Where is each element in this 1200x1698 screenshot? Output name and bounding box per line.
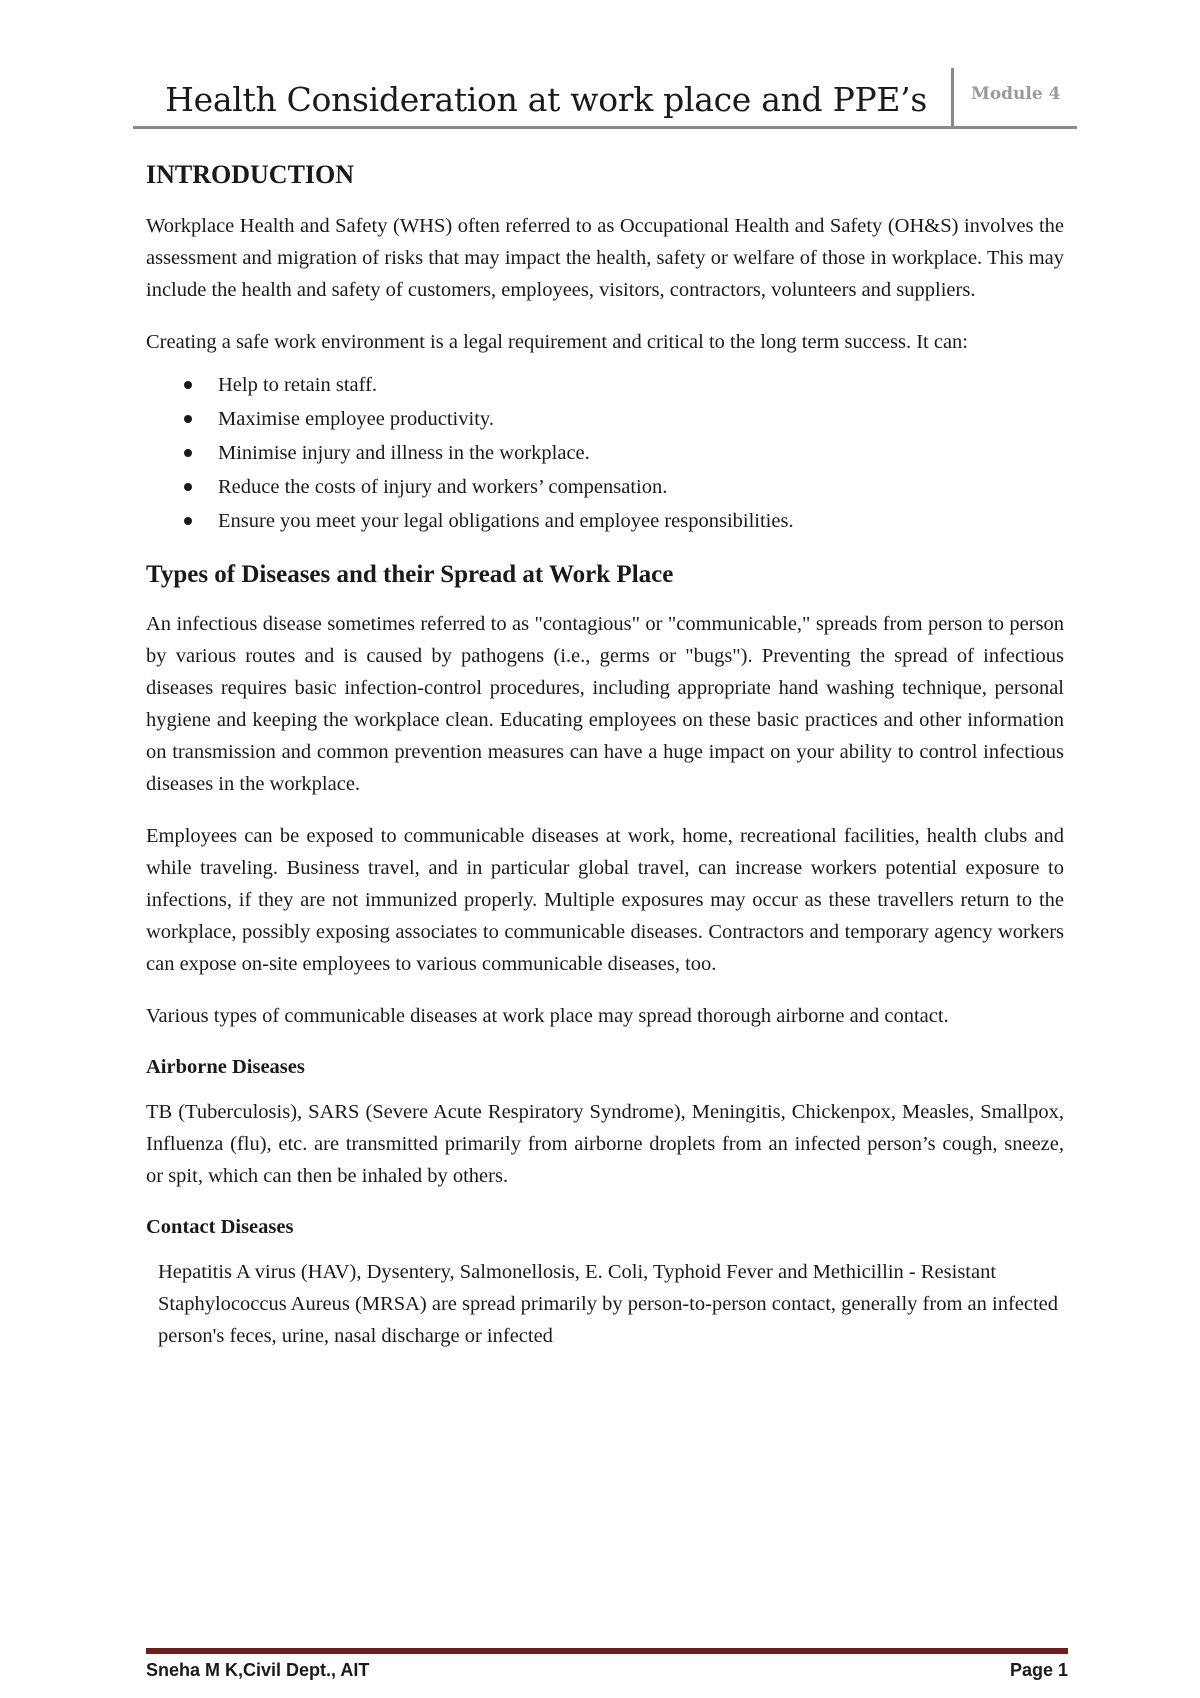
list-item-text: Help to retain staff. (218, 374, 378, 396)
types-paragraph-2: Employees can be exposed to communicable diseases at work, home, recreational facilities, health clubs and while traveling. Business travel, and in particular global travel, can increase workers potential exposure to infections, if they are not immunized properly. Multiple exposures may occur as these travellers return to the workplace, possibly exposing associates to communicable diseases. Contractors and temporary agency workers can expose on-site employees to various communicable diseases, too. (146, 825, 1064, 975)
types-paragraph-3: Various types of communicable diseases at work place may spread thorough airborne and contact. (146, 1005, 949, 1027)
list-item (184, 436, 1064, 470)
airborne-paragraph: TB (Tuberculosis), SARS (Severe Acute Respiratory Syndrome), Meningitis, Chickenpox, Measles, Smallpox, Influenza (flu), etc. are transmitted primarily from airborne droplets from an infected person’s cough, sneeze, or spit, which can then be inhaled by others. (146, 1101, 1064, 1187)
benefits-list (146, 368, 1064, 538)
header-title: Health Consideration at work place and PPE’s (165, 80, 927, 119)
footer-page-number: Page 1 (1009, 1660, 1068, 1680)
types-heading: Types of Diseases and their Spread at Work Place (146, 561, 674, 588)
contact-heading: Contact Diseases (146, 1216, 294, 1238)
header-rule (133, 126, 1077, 129)
list-item-text: Minimise injury and illness in the workplace. (218, 442, 590, 464)
intro-paragraph-2: Creating a safe work environment is a legal requirement and critical to the long term success. It can: (146, 331, 968, 353)
footer-rule (146, 1648, 1068, 1654)
footer-author: Sneha M K,Civil Dept., AIT (146, 1660, 370, 1680)
page-content (146, 158, 1064, 1372)
bullet-icon (184, 449, 192, 457)
list-item-text: Reduce the costs of injury and workers’ compensation. (218, 476, 668, 498)
bullet-icon (184, 381, 192, 389)
types-paragraph-1: An infectious disease sometimes referred to as "contagious" or "communicable," spreads from person to person by various routes and is caused by pathogens (i.e., germs or "bugs"). Preventing the spread of infectious diseases requires basic infection-control procedures, including appropriate hand washing technique, personal hygiene and keeping the workplace clean. Educating employees on these basic practices and other information on transmission and common prevention measures can have a huge impact on your ability to control infectious diseases in the workplace. (146, 613, 1064, 795)
list-item (184, 402, 1064, 436)
airborne-heading: Airborne Diseases (146, 1056, 305, 1078)
list-item-text: Maximise employee productivity. (218, 408, 494, 430)
contact-paragraph: Hepatitis A virus (HAV), Dysentery, Salmonellosis, E. Coli, Typhoid Fever and Methicillin - Resistant Staphylococcus Aureus (MRSA) are spread primarily by person-to-person contact, generally from an infected person's feces, urine, nasal discharge or infected (158, 1261, 1059, 1347)
list-item (184, 470, 1064, 504)
page-header (133, 66, 1077, 132)
list-item-text: Ensure you meet your legal obligations and employee responsibilities. (218, 510, 794, 532)
intro-heading: INTRODUCTION (146, 160, 355, 189)
bullet-icon (184, 415, 192, 423)
bullet-icon (184, 517, 192, 525)
header-divider (951, 68, 954, 126)
header-module-label: Module 4 (971, 84, 1061, 104)
bullet-icon (184, 483, 192, 491)
intro-paragraph-1: Workplace Health and Safety (WHS) often referred to as Occupational Health and Safety (OH&S) involves the assessment and migration of risks that may impact the health, safety or welfare of those in workplace. This may include the health and safety of customers, employees, visitors, contractors, volunteers and suppliers. (146, 215, 1064, 301)
list-item (184, 368, 1064, 402)
list-item (184, 504, 1064, 538)
